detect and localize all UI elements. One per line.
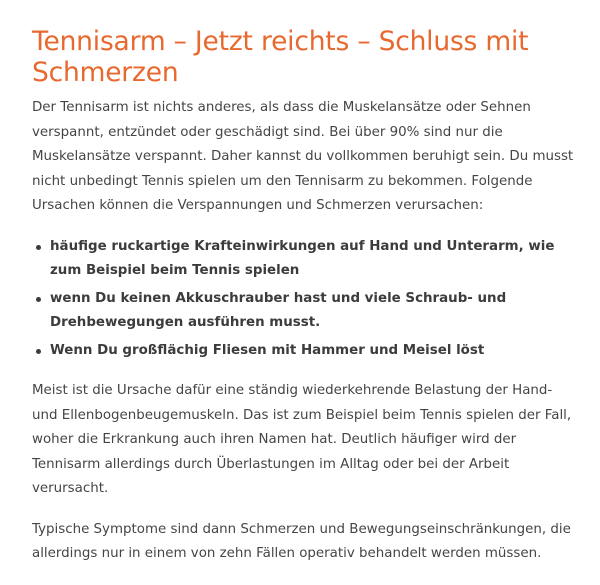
- list-item: wenn Du keinen Akkuschrauber hast und viele Schraub- und Drehbewegungen ausführen musst.: [50, 287, 577, 336]
- article-title: Tennisarm – Jetzt reichts – Schluss mit Schmerzen: [32, 26, 529, 88]
- symptoms-paragraph: Typische Symptome sind dann Schmerzen und Bewegungseinschränkungen, die allerdings nur in einem von zehn Fällen operativ behandelt werden müssen.: [32, 521, 571, 561]
- cause-paragraph: Meist ist die Ursache dafür eine ständig wiederkehrende Belastung der Hand- und Ellenbogenbeugemuskeln. Das ist zum Beispiel beim Tennis spielen der Fall, woher die Erkrankung auch ihren Namen hat. Deutlich häufiger wird der Tennisarm allerdings durch Überlastungen im Alltag oder bei der Arbeit verursacht.: [32, 383, 572, 496]
- article: [32, 26, 577, 583]
- causes-list: [32, 235, 577, 364]
- intro-paragraph: Der Tennisarm ist nichts anderes, als dass die Muskelansätze oder Sehnen verspannt, entzündet oder geschädigt sind. Bei über 90% sind nur die Muskelansätze verspannt. Daher kannst du vollkommen beruhigt sein. Du musst nicht unbedingt Tennis spielen um den Tennisarm zu bekommen. Folgende Ursachen können die Verspannungen und Schmerzen verursachen:: [32, 100, 574, 213]
- list-item: Wenn Du großflächig Fliesen mit Hammer und Meisel löst: [50, 339, 577, 364]
- list-item: häufige ruckartige Krafteinwirkungen auf Hand und Unterarm, wie zum Beispiel beim Tennis spielen: [50, 235, 577, 284]
